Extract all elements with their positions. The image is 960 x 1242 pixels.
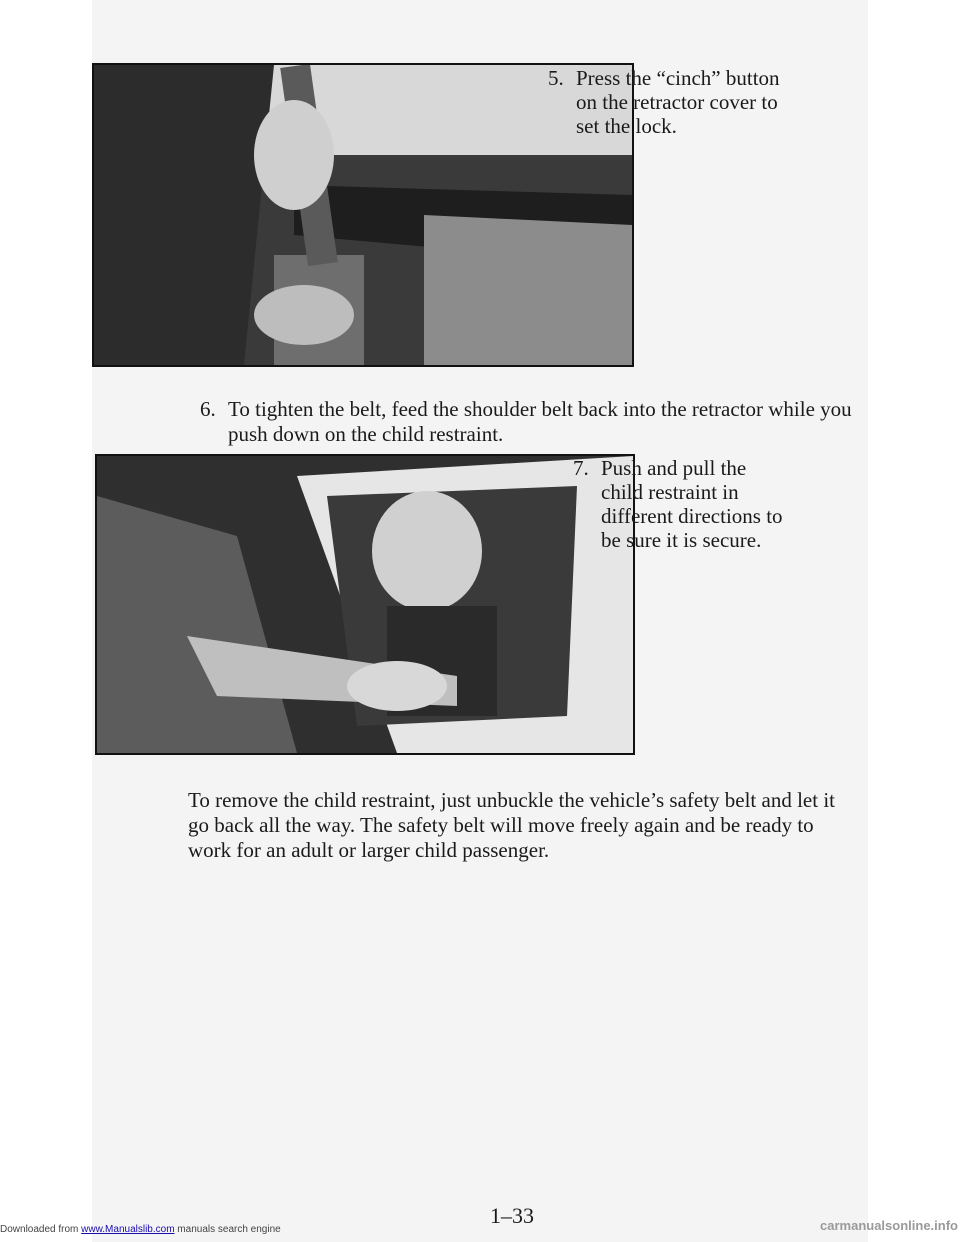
child-restraint-illustration: [95, 454, 635, 755]
step-text: To tighten the belt, feed the shoulder belt back into the retractor while you push down on the child restraint.: [228, 397, 852, 446]
page-number: 1–33: [490, 1203, 534, 1228]
download-footer: [0, 1224, 281, 1235]
removal-instructions: To remove the child restraint, just unbuckle the vehicle’s safety belt and let it go back all the way. The safety belt will move freely again and be ready to work for an adult or larger child passenger.: [188, 788, 836, 862]
left-margin: [0, 0, 92, 1242]
footer-prefix: Downloaded from: [0, 1224, 82, 1235]
carmanuals-watermark: carmanualsonline.info: [820, 1218, 958, 1233]
manualslib-link[interactable]: www.Manualslib.com: [81, 1224, 175, 1235]
step-text: Push and pull the child restraint in different directions to be sure it is secure.: [601, 456, 783, 552]
footer-suffix: manuals search engine: [174, 1224, 281, 1235]
step-7: [573, 456, 853, 552]
step-5: [548, 66, 848, 138]
right-margin: [868, 0, 960, 1242]
step-number: 5.: [548, 66, 564, 90]
step-text: Press the “cinch” button on the retractor cover to set the lock.: [576, 66, 780, 138]
step-number: 7.: [573, 456, 589, 480]
step-number: 6.: [200, 397, 216, 421]
step-6: [200, 397, 860, 447]
